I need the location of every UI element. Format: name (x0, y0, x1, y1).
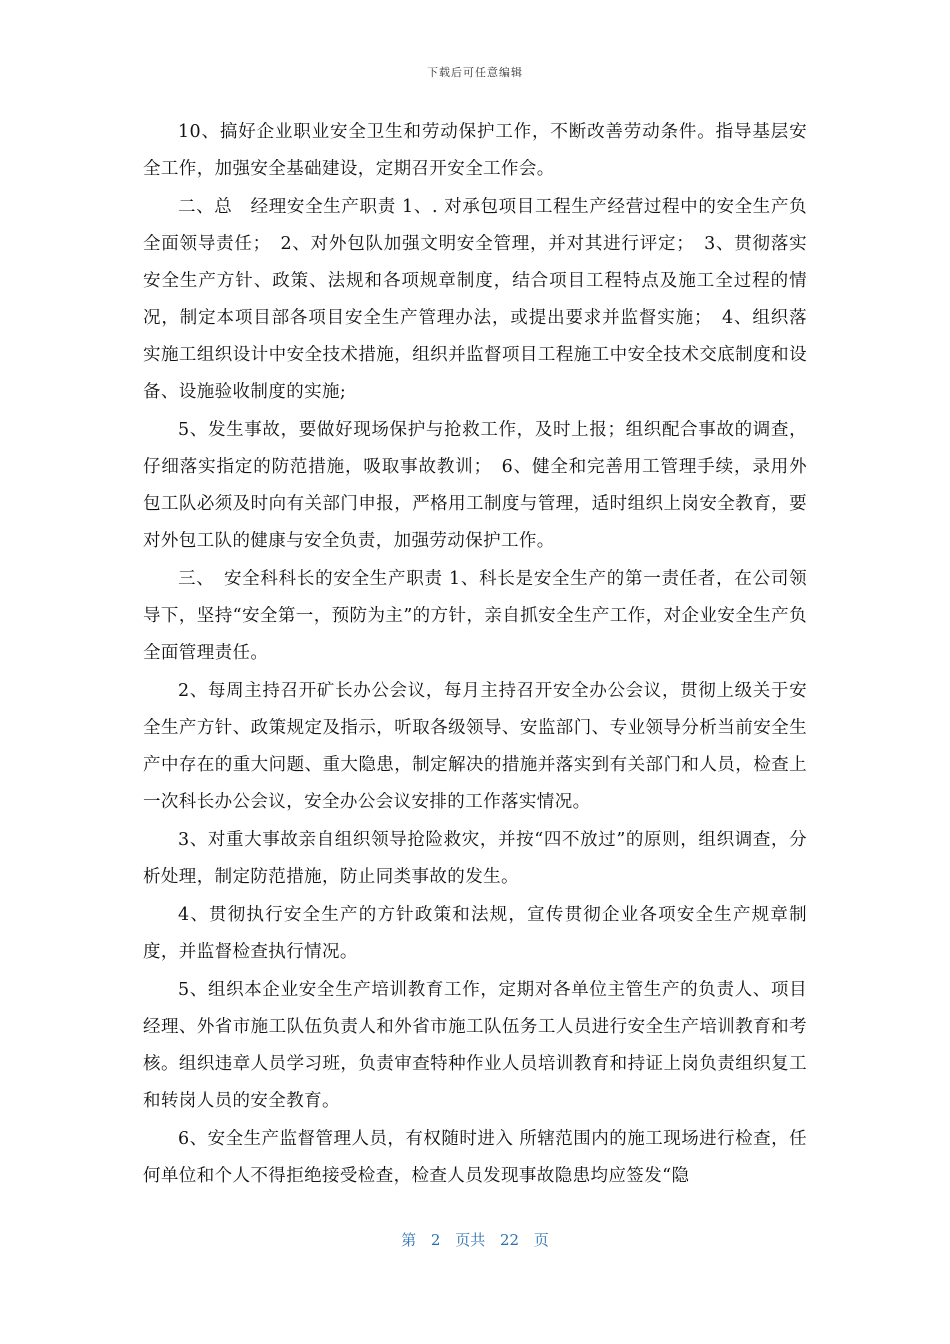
document-body (143, 114, 807, 1196)
paragraph: 3、对重大事故亲自组织领导抢险救灾，并按“四不放过”的原则，组织调查，分析处理，制定防范措施，防止同类事故的发生。 (143, 830, 807, 887)
page-number-footer: 第 2 页共 22 页 (401, 1231, 549, 1249)
paragraph: 6、安全生产监督管理人员，有权随时进入 所辖范围内的施工现场进行检查，任何单位和个人不得拒绝接受检查，检查人员发现事故隐患均应签发“隐 (143, 1129, 807, 1186)
paragraph: 2、每周主持召开矿长办公会议，每月主持召开安全办公会议，贯彻上级关于安全生产方针、政策规定及指示，听取各级领导、安监部门、专业领导分析当前安全生产中存在的重大问题、重大隐患，制定解决的措施并落实到有关部门和人员，检查上一次科长办公会议，安全办公会议安排的工作落实情况。 (143, 681, 807, 812)
paragraph: 二、总 经理安全生产职责 1、. 对承包项目工程生产经营过程中的安全生产负全面领导责任； 2、对外包队加强文明安全管理，并对其进行评定； 3、贯彻落实安全生产方针、政策、法规和各项规章制度，结合项目工程特点及施工全过程的情况，制定本项目部各项目安全生产管理办法，或提出要求并监督实施； 4、组织落实施工组织设计中安全技术措施，组织并监督项目工程施工中安全技术交底制度和设备、设施验收制度的实施; (143, 197, 807, 402)
paragraph: 5、组织本企业安全生产培训教育工作，定期对各单位主管生产的负责人、项目经理、外省市施工队伍负责人和外省市施工队伍务工人员进行安全生产培训教育和考核。组织违章人员学习班，负责审查特种作业人员培训教育和持证上岗负责组织复工和转岗人员的安全教育。 (143, 980, 807, 1111)
page-header: 下载后可任意编辑 (427, 66, 523, 79)
paragraph: 10、搞好企业职业安全卫生和劳动保护工作，不断改善劳动条件。指导基层安全工作，加强安全基础建设，定期召开安全工作会。 (143, 122, 807, 179)
paragraph: 5、发生事故，要做好现场保护与抢救工作，及时上报；组织配合事故的调查，仔细落实指定的防范措施，吸取事故教训； 6、健全和完善用工管理手续，录用外包工队必须及时向有关部门申报，严格用工制度与管理，适时组织上岗安全教育，要对外包工队的健康与安全负责，加强劳动保护工作。 (143, 420, 807, 551)
paragraph: 三、 安全科科长的安全生产职责 1、科长是安全生产的第一责任者，在公司领导下，坚持“安全第一，预防为主”的方针，亲自抓安全生产工作，对企业安全生产负全面管理责任。 (143, 569, 807, 663)
paragraph: 4、贯彻执行安全生产的方针政策和法规，宣传贯彻企业各项安全生产规章制度，并监督检查执行情况。 (143, 905, 807, 962)
